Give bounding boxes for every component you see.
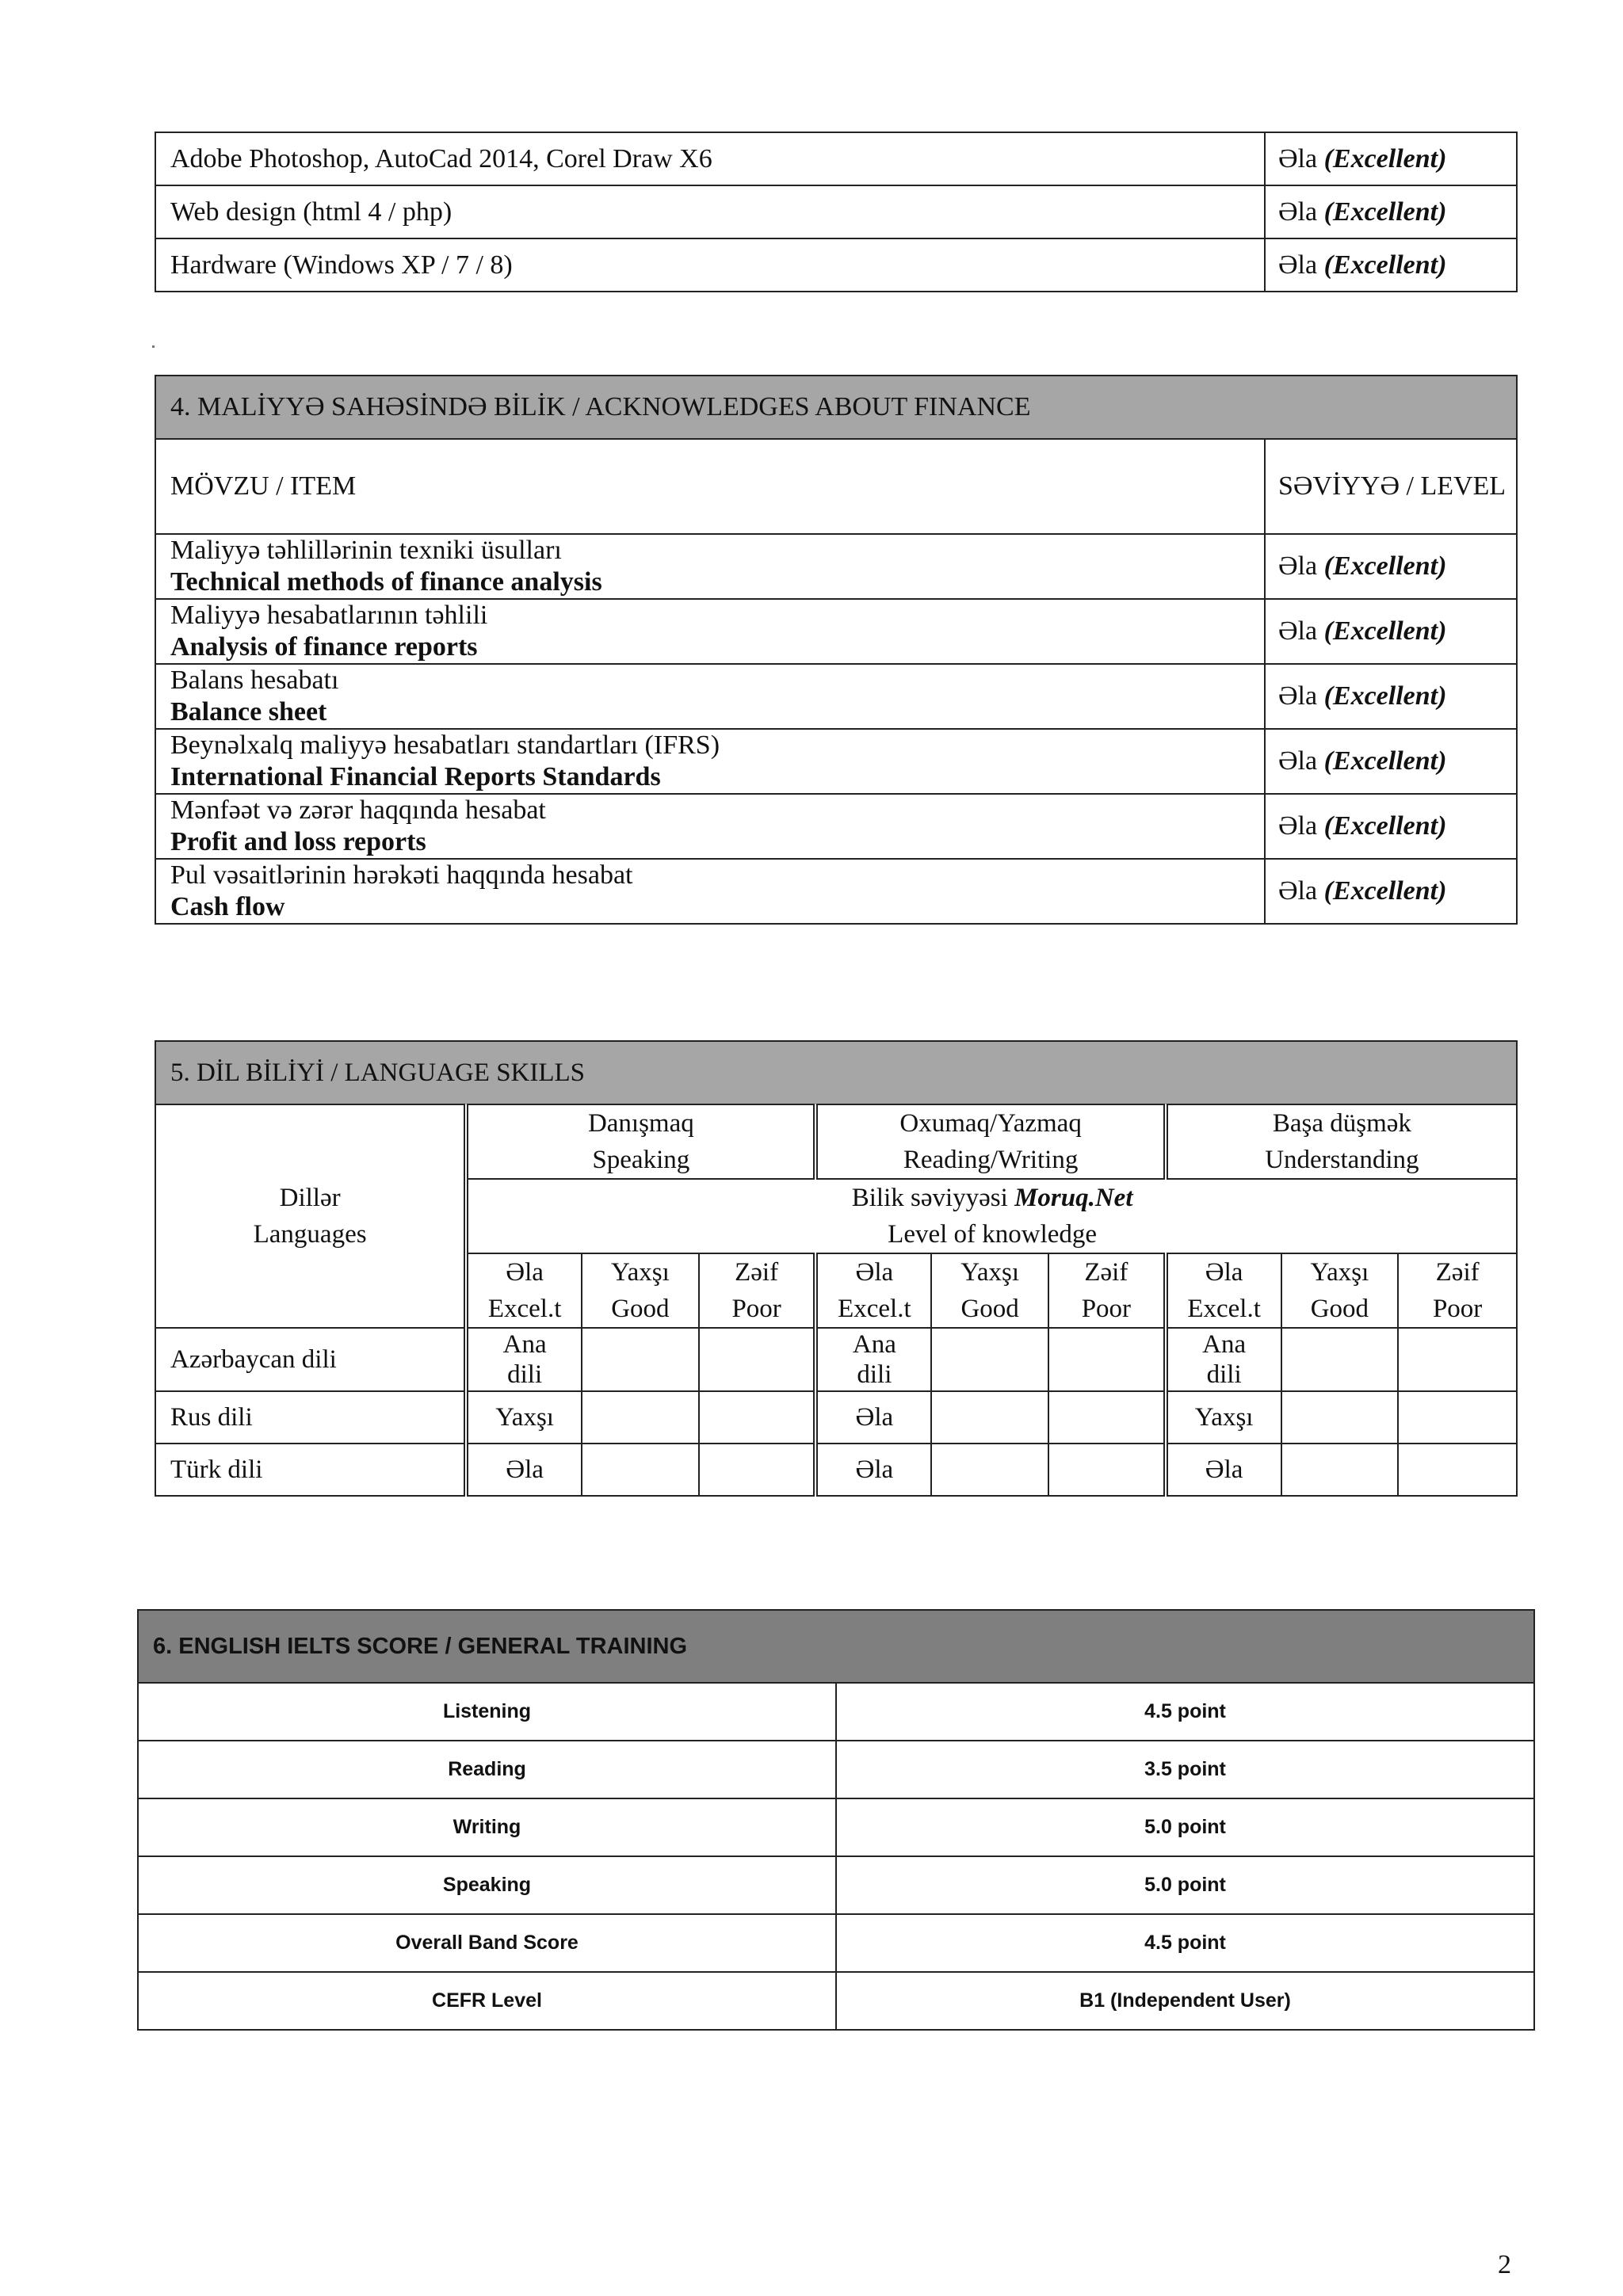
finance-level: Əla (Excellent) — [1265, 859, 1517, 924]
rating-cell: Əla — [466, 1444, 582, 1496]
ielts-label: Speaking — [138, 1856, 836, 1914]
ielts-score-table — [137, 1609, 1535, 2031]
ielts-value: B1 (Independent User) — [836, 1972, 1534, 2030]
rating-poor: Zəif Poor — [1048, 1253, 1166, 1328]
rating-excellent: Əla Excel.t — [1166, 1253, 1281, 1328]
ielts-value: 4.5 point — [836, 1683, 1534, 1741]
rating-cell — [1048, 1328, 1166, 1391]
finance-item: Maliyyə hesabatlarının təhlili Analysis of finance reports — [155, 599, 1265, 664]
rating-cell — [582, 1444, 699, 1496]
skill-understanding-header: Başa düşmək Understanding — [1166, 1104, 1517, 1179]
rating-cell — [699, 1328, 816, 1391]
ielts-label: Overall Band Score — [138, 1914, 836, 1972]
rating-poor: Zəif Poor — [1398, 1253, 1517, 1328]
table-row — [155, 599, 1517, 664]
skill-reading-header: Oxumaq/Yazmaq Reading/Writing — [815, 1104, 1165, 1179]
rating-cell — [699, 1391, 816, 1444]
rating-cell — [1281, 1444, 1399, 1496]
section-title: 4. MALİYYƏ SAHƏSİNDƏ BİLİK / ACKNOWLEDGES ABOUT FINANCE — [155, 376, 1517, 439]
table-row — [155, 132, 1517, 185]
rating-cell — [1281, 1391, 1399, 1444]
rating-poor: Zəif Poor — [699, 1253, 816, 1328]
finance-item: Beynəlxalq maliyyə hesabatları standartları (IFRS) International Financial Reports Standards — [155, 729, 1265, 794]
skill-item: Hardware (Windows XP / 7 / 8) — [155, 238, 1265, 292]
finance-table — [155, 375, 1518, 925]
language-row-turkish — [155, 1444, 1517, 1496]
rating-cell — [931, 1444, 1048, 1496]
column-header-item: MÖVZU / ITEM — [155, 439, 1265, 534]
skill-level: Əla (Excellent) — [1265, 238, 1517, 292]
table-row — [138, 1798, 1534, 1856]
software-skills-table — [155, 132, 1518, 292]
knowledge-level-header: Bilik səviyyəsi Moruq.Net Level of knowledge — [466, 1179, 1517, 1253]
ielts-value: 5.0 point — [836, 1856, 1534, 1914]
rating-cell — [1398, 1328, 1517, 1391]
rating-cell: Ana dili — [815, 1328, 931, 1391]
finance-item: Maliyyə təhlillərinin texniki üsulları Technical methods of finance analysis — [155, 534, 1265, 599]
rating-cell: Yaxşı — [1166, 1391, 1281, 1444]
language-name: Azərbaycan dili — [155, 1328, 466, 1391]
finance-level: Əla (Excellent) — [1265, 599, 1517, 664]
language-name: Türk dili — [155, 1444, 466, 1496]
table-row — [155, 729, 1517, 794]
rating-cell — [1281, 1328, 1399, 1391]
rating-cell — [1048, 1391, 1166, 1444]
rating-cell: Yaxşı — [466, 1391, 582, 1444]
rating-good: Yaxşı Good — [931, 1253, 1048, 1328]
rating-cell — [699, 1444, 816, 1496]
rating-excellent: Əla Excel.t — [815, 1253, 931, 1328]
language-row-azerbaijani — [155, 1328, 1517, 1391]
language-skills-table — [155, 1040, 1518, 1497]
table-row — [155, 534, 1517, 599]
skill-item: Adobe Photoshop, AutoCad 2014, Corel Draw X6 — [155, 132, 1265, 185]
finance-item: Balans hesabatı Balance sheet — [155, 664, 1265, 729]
finance-level: Əla (Excellent) — [1265, 534, 1517, 599]
rating-excellent: Əla Excel.t — [466, 1253, 582, 1328]
skills-header-row — [155, 1104, 1517, 1179]
skill-level: Əla (Excellent) — [1265, 132, 1517, 185]
column-header-row — [155, 439, 1517, 534]
rating-cell — [931, 1391, 1048, 1444]
rating-cell — [1048, 1444, 1166, 1496]
table-row — [138, 1741, 1534, 1798]
table-row — [155, 859, 1517, 924]
ielts-value: 3.5 point — [836, 1741, 1534, 1798]
column-header-level: SƏVİYYƏ / LEVEL — [1265, 439, 1517, 534]
finance-level: Əla (Excellent) — [1265, 794, 1517, 859]
skill-item: Web design (html 4 / php) — [155, 185, 1265, 238]
rating-cell — [582, 1391, 699, 1444]
skill-speaking-header: Danışmaq Speaking — [466, 1104, 815, 1179]
rating-cell: Ana dili — [466, 1328, 582, 1391]
ielts-value: 5.0 point — [836, 1798, 1534, 1856]
finance-item: Pul vəsaitlərinin hərəkəti haqqında hesabat Cash flow — [155, 859, 1265, 924]
table-row — [138, 1683, 1534, 1741]
table-row — [155, 185, 1517, 238]
table-row — [155, 664, 1517, 729]
finance-item: Mənfəət və zərər haqqında hesabat Profit and loss reports — [155, 794, 1265, 859]
rating-cell: Ana dili — [1166, 1328, 1281, 1391]
finance-level: Əla (Excellent) — [1265, 729, 1517, 794]
table-row — [155, 238, 1517, 292]
languages-header: Dillər Languages — [155, 1104, 466, 1328]
ielts-value: 4.5 point — [836, 1914, 1534, 1972]
language-row-russian — [155, 1391, 1517, 1444]
rating-good: Yaxşı Good — [1281, 1253, 1399, 1328]
table-row — [138, 1856, 1534, 1914]
rating-cell — [931, 1328, 1048, 1391]
rating-cell — [582, 1328, 699, 1391]
table-row — [138, 1914, 1534, 1972]
section-header-row — [138, 1610, 1534, 1683]
language-name: Rus dili — [155, 1391, 466, 1444]
rating-cell — [1398, 1391, 1517, 1444]
section-title: 5. DİL BİLİYİ / LANGUAGE SKILLS — [155, 1041, 1517, 1104]
rating-cell: Əla — [1166, 1444, 1281, 1496]
page-number: 2 — [1498, 2250, 1511, 2279]
table-row — [155, 794, 1517, 859]
table-row — [138, 1972, 1534, 2030]
rating-cell — [1398, 1444, 1517, 1496]
section-header-row — [155, 1041, 1517, 1104]
skill-level: Əla (Excellent) — [1265, 185, 1517, 238]
finance-level: Əla (Excellent) — [1265, 664, 1517, 729]
stray-dot — [152, 345, 155, 348]
ielts-label: Listening — [138, 1683, 836, 1741]
section-title: 6. ENGLISH IELTS SCORE / GENERAL TRAINING — [138, 1610, 1534, 1683]
ielts-label: CEFR Level — [138, 1972, 836, 2030]
section-header-row — [155, 376, 1517, 439]
rating-cell: Əla — [815, 1444, 931, 1496]
rating-cell: Əla — [815, 1391, 931, 1444]
ielts-label: Reading — [138, 1741, 836, 1798]
ielts-label: Writing — [138, 1798, 836, 1856]
rating-good: Yaxşı Good — [582, 1253, 699, 1328]
